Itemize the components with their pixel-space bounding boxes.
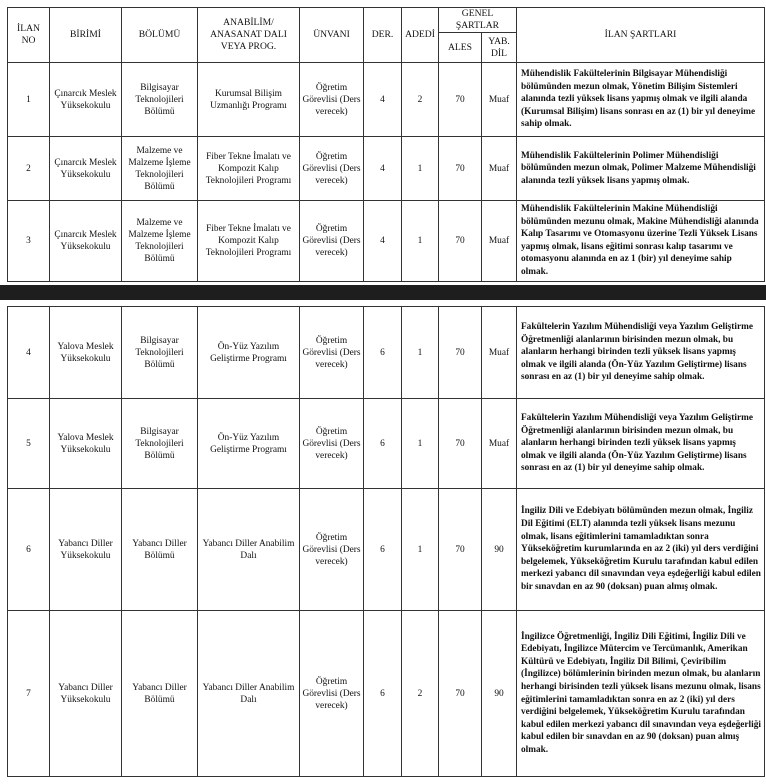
cell-program: Kurumsal Bilişim Uzmanlığı Programı (198, 63, 300, 137)
header-genel-sartlar: GENEL ŞARTLAR (439, 8, 517, 33)
cell-ales: 70 (439, 489, 482, 611)
cell-ales: 70 (439, 399, 482, 489)
cell-program: Yabancı Diller Anabilim Dalı (198, 611, 300, 777)
cell-program: Fiber Tekne İmalatı ve Kompozit Kalıp Teknolojileri Programı (198, 137, 300, 201)
cell-unvani: Öğretim Görevlisi (Ders verecek) (300, 611, 364, 777)
job-listing-table-top (7, 7, 765, 282)
cell-unvani: Öğretim Görevlisi (Ders verecek) (300, 201, 364, 282)
cell-no: 6 (8, 489, 50, 611)
cell-birimi: Çınarcık Meslek Yüksekokulu (50, 137, 122, 201)
cell-yab-dil: Muaf (482, 307, 517, 399)
cell-der: 6 (364, 611, 402, 777)
job-listing-table-bottom (7, 306, 765, 777)
cell-birimi: Çınarcık Meslek Yüksekokulu (50, 201, 122, 282)
cell-adedi: 2 (402, 63, 439, 137)
cell-bolumu: Bilgisayar Teknolojileri Bölümü (122, 399, 198, 489)
cell-no: 7 (8, 611, 50, 777)
cell-sartlar: Mühendislik Fakültelerinin Bilgisayar Mühendisliği bölümünden mezun olmak, Yönetim Bilişim Sistemleri alanında tezli yüksek lisans yapmış olmak ve ilgili alanda (Kurumsal Bilişim) lisans sonrası en az (1) bir yıl deneyime sahip olmak. (517, 63, 765, 137)
cell-no: 4 (8, 307, 50, 399)
cell-bolumu: Malzeme ve Malzeme İşleme Teknolojileri Bölümü (122, 137, 198, 201)
table-row (8, 201, 765, 282)
cell-birimi: Çınarcık Meslek Yüksekokulu (50, 63, 122, 137)
table-row (8, 611, 765, 777)
cell-program: Ön-Yüz Yazılım Geliştirme Programı (198, 399, 300, 489)
cell-program: Yabancı Diller Anabilim Dalı (198, 489, 300, 611)
cell-no: 2 (8, 137, 50, 201)
cell-adedi: 1 (402, 307, 439, 399)
cell-ales: 70 (439, 63, 482, 137)
cell-adedi: 1 (402, 399, 439, 489)
header-birimi: BİRİMİ (50, 8, 122, 63)
cell-adedi: 1 (402, 137, 439, 201)
header-adedi: ADEDİ (402, 8, 439, 63)
header-bolumu: BÖLÜMÜ (122, 8, 198, 63)
header-ales: ALES (439, 33, 482, 63)
cell-bolumu: Malzeme ve Malzeme İşleme Teknolojileri Bölümü (122, 201, 198, 282)
cell-adedi: 1 (402, 201, 439, 282)
cell-unvani: Öğretim Görevlisi (Ders verecek) (300, 489, 364, 611)
header-der: DER. (364, 8, 402, 63)
cell-birimi: Yalova Meslek Yüksekokulu (50, 399, 122, 489)
cell-ales: 70 (439, 611, 482, 777)
cell-no: 5 (8, 399, 50, 489)
table-row (8, 63, 765, 137)
cell-program: Fiber Tekne İmalatı ve Kompozit Kalıp Teknolojileri Programı (198, 201, 300, 282)
cell-sartlar: Mühendislik Fakültelerinin Makine Mühendisliği bölümünden mezunu olmak, Makine Mühendisliği alanında Kalıp Tasarımı ve Otomasyonu üzerine Tezli Yüksek Lisans yapmış olmak, lisans eğitimi sonrası kalıp tasarımı ve otomasyonu alanında en az 1 (bir) yıl deneyime sahip olmak. (517, 201, 765, 282)
cell-der: 4 (364, 137, 402, 201)
cell-unvani: Öğretim Görevlisi (Ders verecek) (300, 63, 364, 137)
cell-birimi: Yalova Meslek Yüksekokulu (50, 307, 122, 399)
cell-der: 6 (364, 489, 402, 611)
cell-yab-dil: Muaf (482, 201, 517, 282)
cell-bolumu: Bilgisayar Teknolojileri Bölümü (122, 63, 198, 137)
cell-der: 6 (364, 307, 402, 399)
cell-unvani: Öğretim Görevlisi (Ders verecek) (300, 137, 364, 201)
cell-adedi: 2 (402, 611, 439, 777)
header-unvani: ÜNVANI (300, 8, 364, 63)
cell-yab-dil: 90 (482, 611, 517, 777)
cell-der: 4 (364, 63, 402, 137)
cell-sartlar: İngilizce Öğretmenliği, İngiliz Dili Eğitimi, İngiliz Dili ve Edebiyatı, İngilizce Mütercim ve Tercümanlık, Amerikan Kültürü ve Edebiyatı, İngiliz Dil Bilimi, Çeviribilim (İngilizce) bölümlerinin birinden mezun olmak, bu alanların herhangi birisinden tezli yüksek lisans mezunu olmak, lisans eğitimlerini tamamladıktan sonra en az 2 (iki) yıl ders verdiğini belgelemek, Yükseköğretim Kurulu tarafından kabul edilen merkezi yabancı dil sınavından veya eşdeğerliği kabul edilen bir sınavdan en az 90 (doksan) puan almış olmak. (517, 611, 765, 777)
cell-der: 4 (364, 201, 402, 282)
header-ilan-no: İLAN NO (8, 8, 50, 63)
cell-program: Ön-Yüz Yazılım Geliştirme Programı (198, 307, 300, 399)
header-yab-dil: YAB. DİL (482, 33, 517, 63)
cell-bolumu: Yabancı Diller Bölümü (122, 489, 198, 611)
cell-bolumu: Bilgisayar Teknolojileri Bölümü (122, 307, 198, 399)
header-ilan-sartlari: İLAN ŞARTLARI (517, 8, 765, 63)
cell-no: 3 (8, 201, 50, 282)
cell-yab-dil: Muaf (482, 137, 517, 201)
table-row (8, 307, 765, 399)
cell-yab-dil: Muaf (482, 63, 517, 137)
header-anabilim: ANABİLİM/ ANASANAT DALI VEYA PROG. (198, 8, 300, 63)
cell-der: 6 (364, 399, 402, 489)
cell-bolumu: Yabancı Diller Bölümü (122, 611, 198, 777)
cell-adedi: 1 (402, 489, 439, 611)
cell-ales: 70 (439, 137, 482, 201)
cell-sartlar: İngiliz Dili ve Edebiyatı bölümünden mezun olmak, İngiliz Dil Eğitimi (ELT) alanında tezli yüksek lisans mezunu olmak, lisans eğitimlerini tamamladıktan sonra Yükseköğretim kurumlarında en az 2 (iki) yıl ders verdiğini belgelemek, Yükseköğretim Kurulu tarafından kabul edilen merkezi yabancı dil sınavından veya eşdeğerliği kabul edilen bir sınavdan en az 90 (doksan) puan almış olmak. (517, 489, 765, 611)
cell-sartlar: Fakültelerin Yazılım Mühendisliği veya Yazılım Geliştirme Öğretmenliği alanlarının birisinden mezun olmak, bu alanların herhangi birinden tezli yüksek lisans yapmış olmak ve ilgili alanda (Ön-Yüz Yazılım Geliştirme) lisans sonrası en az (1) bir yıl deneyime sahip olmak. (517, 307, 765, 399)
table-row (8, 489, 765, 611)
section-divider (0, 285, 766, 300)
table-row (8, 399, 765, 489)
cell-birimi: Yabancı Diller Yüksekokulu (50, 489, 122, 611)
cell-yab-dil: 90 (482, 489, 517, 611)
cell-ales: 70 (439, 307, 482, 399)
cell-unvani: Öğretim Görevlisi (Ders verecek) (300, 399, 364, 489)
cell-unvani: Öğretim Görevlisi (Ders verecek) (300, 307, 364, 399)
cell-sartlar: Fakültelerin Yazılım Mühendisliği veya Yazılım Geliştirme Öğretmenliği alanlarının birisinden mezun olmak, bu alanların herhangi birinden tezli yüksek lisans yapmış olmak ve ilgili alanda (Ön-Yüz Yazılım Geliştirme) lisans sonrası en az (1) bir yıl deneyime sahip olmak. (517, 399, 765, 489)
cell-birimi: Yabancı Diller Yüksekokulu (50, 611, 122, 777)
cell-no: 1 (8, 63, 50, 137)
cell-yab-dil: Muaf (482, 399, 517, 489)
table-row (8, 137, 765, 201)
cell-sartlar: Mühendislik Fakültelerinin Polimer Mühendisliği bölümünden mezun olmak, Polimer Malzeme Mühendisliği alanında tezli yüksek lisans yapmış olmak. (517, 137, 765, 201)
cell-ales: 70 (439, 201, 482, 282)
